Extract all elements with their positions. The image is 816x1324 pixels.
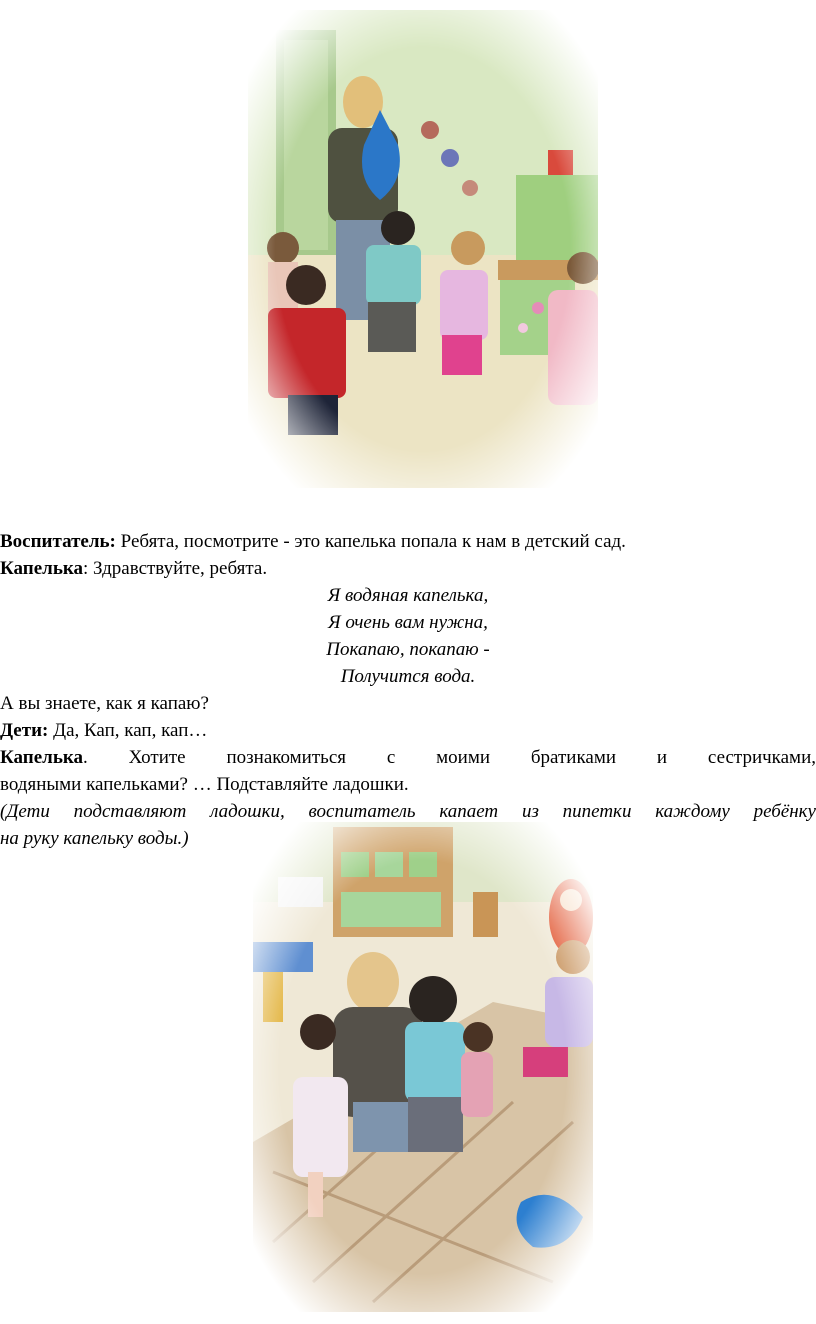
drop-greeting: : Здравствуйте, ребята.: [83, 558, 268, 579]
children-speaker: Дети:: [0, 720, 49, 741]
drop-speaker-2: Капелька: [0, 747, 84, 768]
stage-direction-line-1: (Дети подставляют ладошки, воспитатель капает из пипетки каждому ребёнку: [0, 801, 816, 822]
teacher-speaker: Воспитатель:: [0, 531, 116, 552]
photo-top: [248, 10, 598, 488]
children-speech: Да, Кап, кап, кап…: [48, 720, 208, 741]
children-carpet-photo-icon: [253, 822, 593, 1312]
teacher-speech: Ребята, посмотрите - это капелька попала к нам в детский сад.: [115, 531, 626, 552]
teacher-line: [0, 528, 816, 555]
poem-line: Я водяная капелька,: [327, 585, 489, 606]
poem-line: Я очень вам нужна,: [328, 612, 488, 633]
poem-line: Покапаю, покапаю -: [326, 639, 490, 660]
drop-offer-line-2: водяными капельками? … Подставляйте ладошки.: [0, 774, 409, 795]
dialogue-block: [0, 528, 816, 852]
drop-offer-a: . Хотите познакомиться с моими братиками и сестричками,: [83, 747, 816, 768]
drop-question: А вы знаете, как я капаю?: [0, 693, 209, 714]
drop-offer-line-1: [0, 744, 816, 771]
drop-speaker: Капелька: [0, 558, 84, 579]
drop-greeting-line: [0, 555, 816, 582]
children-line: [0, 717, 816, 744]
stage-direction-line-2: на руку капельку воды.): [0, 828, 189, 849]
photo-bottom: [253, 822, 593, 1312]
teacher-puppet-photo-icon: [248, 10, 598, 488]
poem-line: Получится вода.: [340, 666, 476, 687]
poem: [0, 582, 816, 690]
